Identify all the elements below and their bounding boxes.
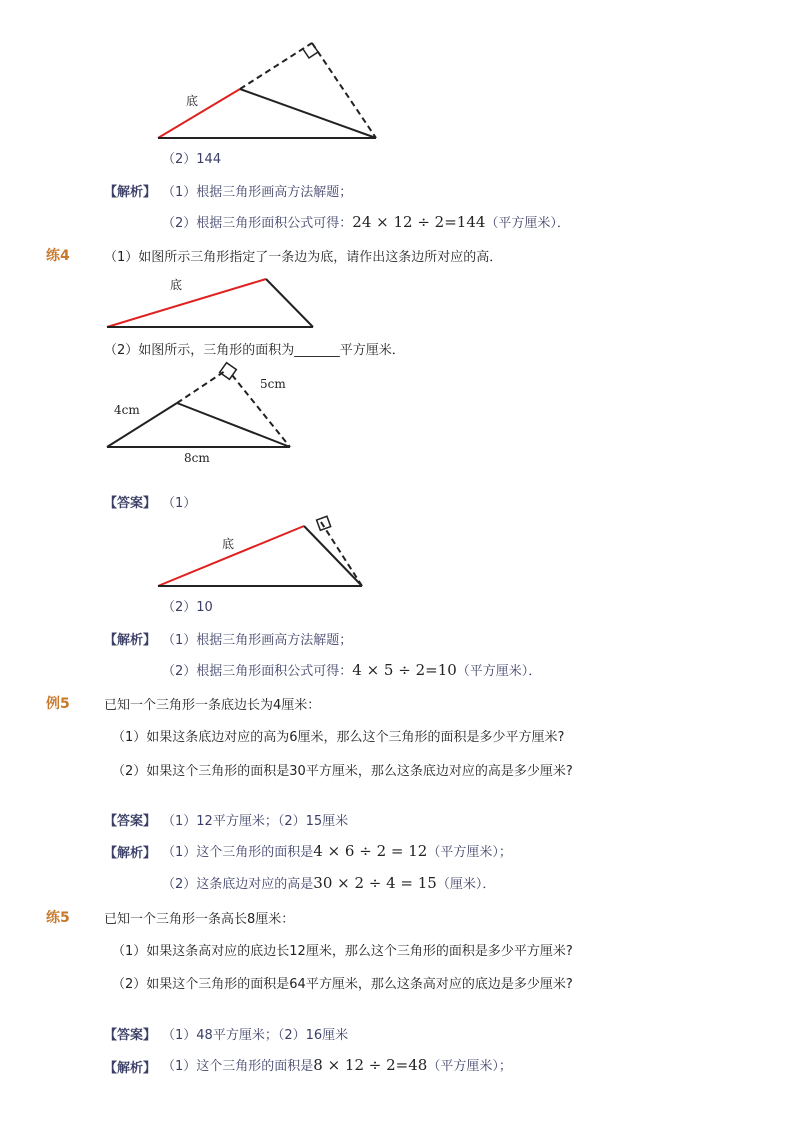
lian4-label: 练4 bbox=[46, 248, 70, 264]
li5-answer-tag: 【答案】 bbox=[104, 814, 157, 829]
lian4-question-2: （2）如图所示，三角形的面积为_______平方厘米． bbox=[104, 343, 405, 358]
block1-jiexi-2-math: 24 × 12 ÷ 2=144 bbox=[352, 213, 486, 231]
li5-jiexi-2-math: 30 × 2 ÷ 4 = 15 bbox=[313, 874, 437, 892]
fig3-label-8cm: 8cm bbox=[184, 451, 210, 465]
lian4-answer-tag: 【答案】 bbox=[104, 496, 157, 511]
block1-jiexi-2-unit: （平方厘米）． bbox=[485, 216, 570, 231]
li5-question-2: （2）如果这个三角形的面积是30平方厘米，那么这条底边对应的高是多少厘米? bbox=[112, 764, 573, 779]
li5-jiexi-2-text: （2）这条底边对应的高是 bbox=[162, 877, 314, 892]
fig2-right-side bbox=[266, 279, 313, 327]
fig1-right-angle-mark bbox=[303, 43, 318, 58]
fig3-extension-dashed bbox=[177, 371, 225, 403]
lian4-jiexi-2-text: （2）根据三角形面积公式可得： bbox=[162, 664, 353, 679]
lian4-jiexi-2 bbox=[162, 660, 541, 679]
lian5-question-1: （1）如果这条高对应的底边长12厘米，那么这个三角形的面积是多少平方厘米? bbox=[112, 944, 573, 959]
li5-stem: 已知一个三角形一条底边长为4厘米： bbox=[104, 698, 321, 713]
lian5-jiexi-1-math: 8 × 12 ÷ 2=48 bbox=[313, 1056, 428, 1074]
block1-answer-2: （2）144 bbox=[162, 152, 222, 167]
block1-jiexi-2-text: （2）根据三角形面积公式可得： bbox=[162, 216, 353, 231]
li5-jiexi-tag: 【解析】 bbox=[104, 846, 157, 861]
fig1-side bbox=[240, 89, 376, 138]
lian5-jiexi-tag: 【解析】 bbox=[104, 1061, 157, 1076]
block1-jiexi-2 bbox=[162, 212, 570, 231]
li5-answer: （1）12平方厘米；（2）15厘米 bbox=[162, 814, 349, 829]
figure-triangle-2 bbox=[0, 260, 800, 340]
lian5-stem: 已知一个三角形一条高长8厘米： bbox=[104, 912, 295, 927]
fig4-right-angle-mark bbox=[317, 516, 331, 530]
lian4-jiexi-1: （1）根据三角形画高方法解题； bbox=[162, 633, 353, 648]
fig3-label-4cm: 4cm bbox=[114, 403, 140, 417]
lian5-jiexi-1-text: （1）这个三角形的面积是 bbox=[162, 1059, 314, 1074]
lian4-jiexi-2-unit: （平方厘米）． bbox=[456, 664, 542, 679]
fig1-height-dashed bbox=[312, 43, 376, 138]
li5-label: 例5 bbox=[46, 696, 70, 712]
fig4-side bbox=[304, 526, 362, 586]
fig1-base-label: 底 bbox=[186, 94, 199, 108]
lian4-answer-1: （1） bbox=[162, 496, 197, 511]
fig1-base-red bbox=[158, 89, 240, 138]
fig4-base-label: 底 bbox=[222, 537, 235, 551]
lian4-jiexi-tag: 【解析】 bbox=[104, 633, 157, 648]
lian4-jiexi-2-math: 4 × 5 ÷ 2=10 bbox=[352, 661, 457, 679]
li5-jiexi-1-text: （1）这个三角形的面积是 bbox=[162, 845, 314, 860]
fig1-extension-dashed bbox=[240, 43, 312, 89]
block1-jiexi-1: （1）根据三角形画高方法解题； bbox=[162, 185, 353, 200]
li5-jiexi-1-unit: （平方厘米）； bbox=[427, 845, 512, 860]
li5-jiexi-2-unit: （厘米）． bbox=[436, 877, 496, 892]
lian5-answer-tag: 【答案】 bbox=[104, 1028, 157, 1043]
li5-question-1: （1）如果这条底边对应的高为6厘米，那么这个三角形的面积是多少平方厘米? bbox=[112, 730, 565, 745]
figure-triangle-4 bbox=[0, 510, 800, 590]
block1-jiexi-tag: 【解析】 bbox=[104, 185, 157, 200]
fig4-height-dashed bbox=[321, 522, 362, 586]
lian4-answer-2: （2）10 bbox=[162, 600, 213, 615]
lian5-question-2: （2）如果这个三角形的面积是64平方厘米，那么这条高对应的底边是多少厘米? bbox=[112, 977, 573, 992]
fig2-base-label: 底 bbox=[170, 278, 183, 292]
lian4-question-1: （1）如图所示三角形指定了一条边为底，请作出这条边所对应的高． bbox=[104, 250, 503, 265]
fig3-label-5cm: 5cm bbox=[260, 377, 286, 391]
lian5-jiexi-1 bbox=[162, 1055, 512, 1074]
fig2-base-red bbox=[107, 279, 266, 327]
lian5-jiexi-1-unit: （平方厘米）； bbox=[427, 1059, 512, 1074]
li5-jiexi-1 bbox=[162, 841, 512, 860]
figure-triangle-1 bbox=[0, 0, 800, 150]
li5-jiexi-2 bbox=[162, 873, 495, 892]
li5-jiexi-1-math: 4 × 6 ÷ 2 = 12 bbox=[313, 842, 428, 860]
lian5-label: 练5 bbox=[46, 910, 70, 926]
lian5-answer: （1）48平方厘米；（2）16厘米 bbox=[162, 1028, 349, 1043]
